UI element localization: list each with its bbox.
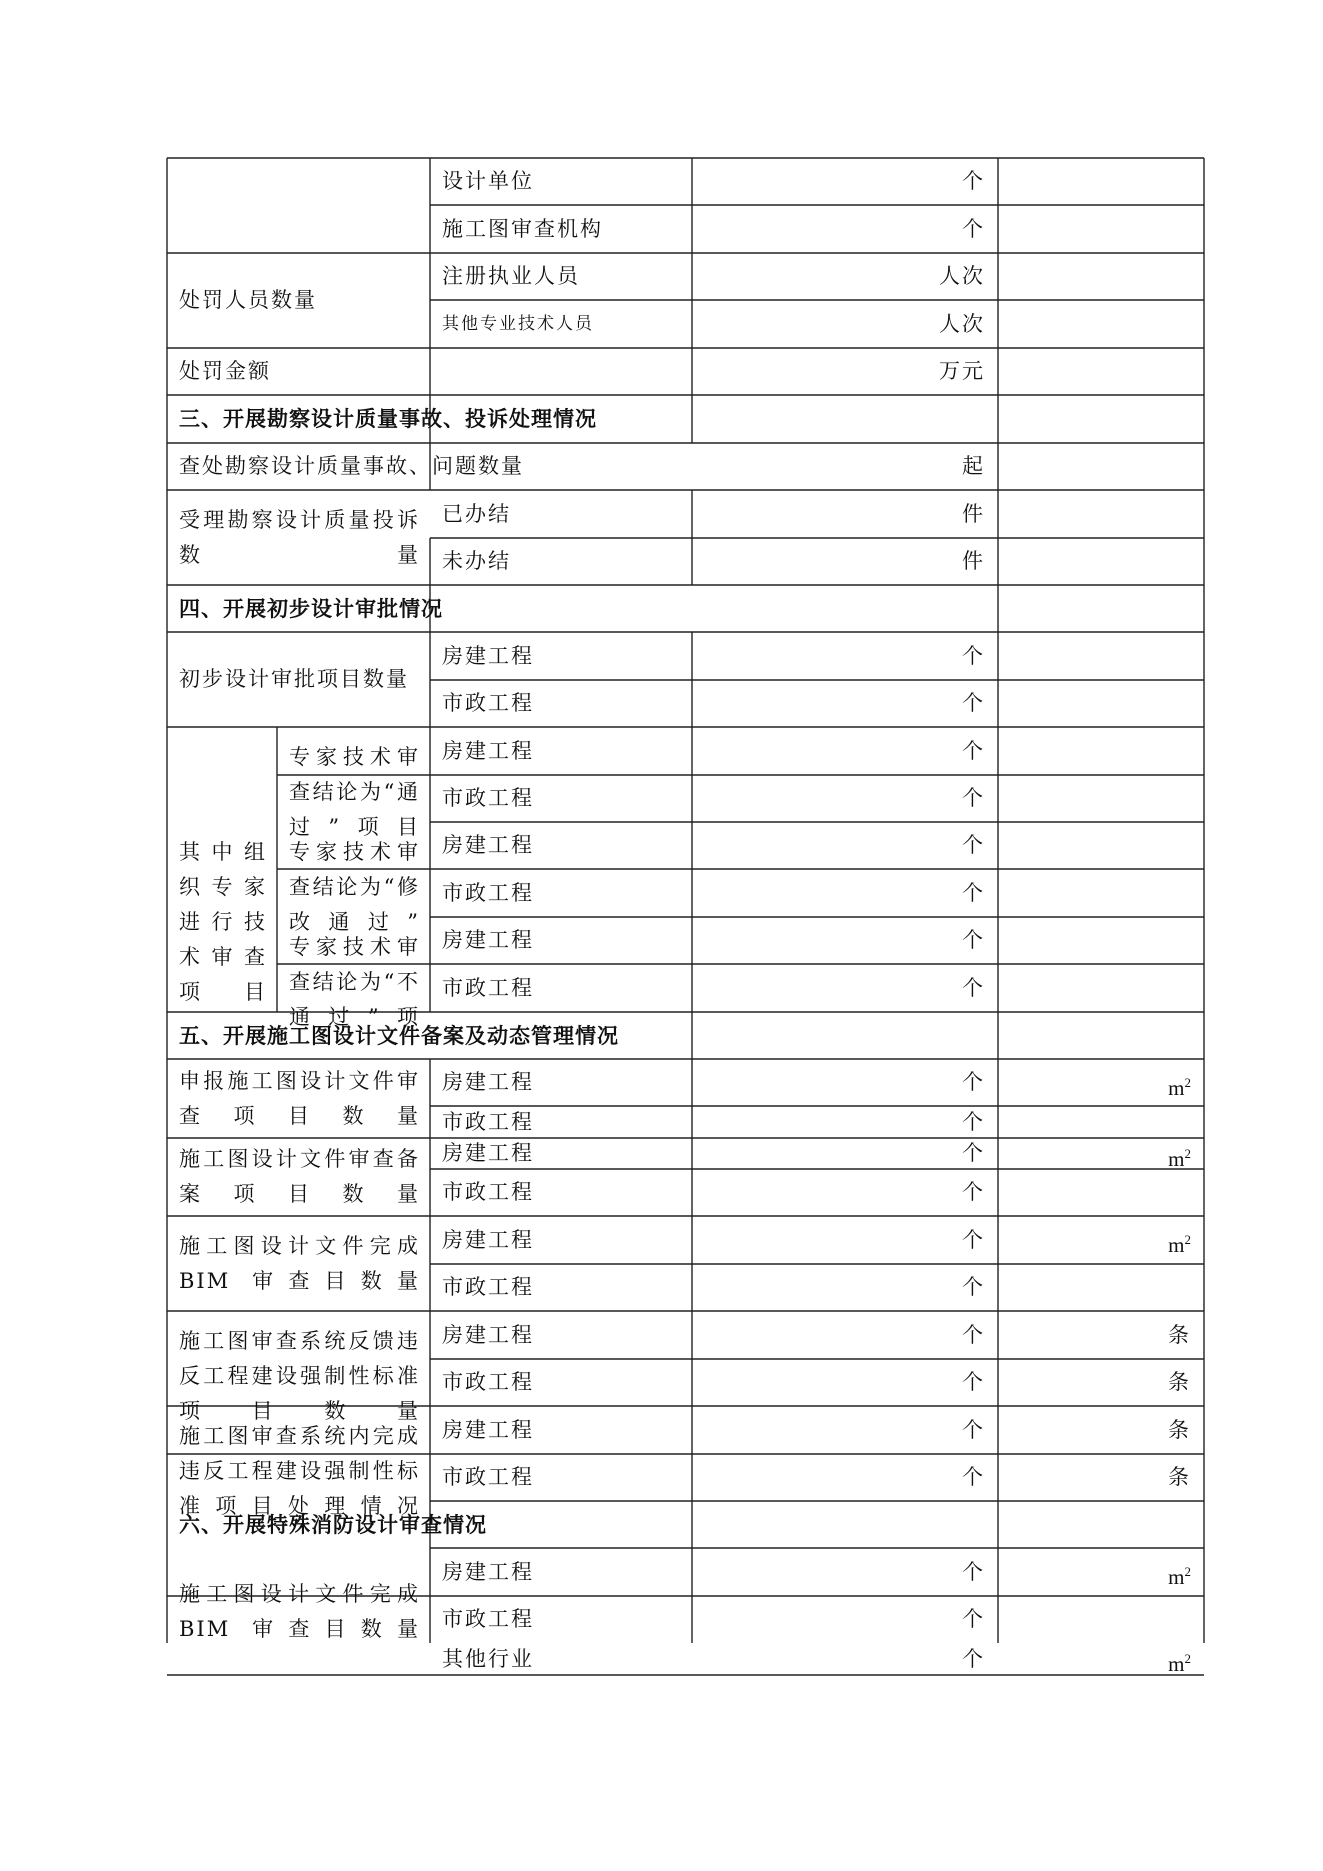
label-municipal: 市政工程: [442, 1110, 534, 1134]
unit-label: 人次: [939, 312, 985, 336]
unit-label: 个: [962, 1141, 985, 1165]
label-fine-amount: 处罚金额: [179, 359, 271, 383]
unit-label: 个: [962, 691, 985, 715]
label-housing: 房建工程: [442, 928, 534, 952]
label-complaints: 受理勘察设计质量投诉数量: [179, 507, 420, 567]
label-fire-bim-review: 施工图设计文件完成BIM 审查目数量: [179, 1581, 420, 1641]
label-municipal: 市政工程: [442, 1370, 534, 1394]
report-table: [167, 158, 1204, 1675]
unit-exponent: 2: [1184, 1651, 1191, 1666]
unit-label: 个: [962, 644, 985, 668]
label-declared-review: 申报施工图设计文件审查项目数量: [179, 1068, 420, 1128]
unit-label: 个: [962, 1370, 985, 1394]
unit-exponent: 2: [1184, 1232, 1191, 1247]
unit-label: 个: [962, 1070, 985, 1094]
label-housing: 房建工程: [442, 1323, 534, 1347]
label-filed-review: 施工图设计文件审查备案项目数量: [179, 1147, 420, 1206]
unit-label: 件: [962, 502, 985, 526]
unit-label: 个: [962, 928, 985, 952]
label-bim-review: 施工图设计文件完成BIM 审查目数量: [179, 1233, 420, 1293]
unit-square-meter: [998, 1138, 1204, 1169]
unit-exponent: 2: [1184, 1075, 1191, 1090]
section-3: 三、开展勘察设计质量事故、投诉处理情况: [179, 406, 597, 431]
label-verdict-revise: 专家技术审查结论为“修改通过”: [289, 839, 420, 934]
unit-label: 条: [1168, 1418, 1191, 1442]
unit-label: 个: [962, 1323, 985, 1347]
label-municipal: 市政工程: [442, 1275, 534, 1299]
label-municipal: 市政工程: [442, 976, 534, 1000]
label-housing: 房建工程: [442, 833, 534, 857]
label-prelim-count: 初步设计审批项目数量: [179, 667, 409, 691]
unit-label: 条: [1168, 1323, 1191, 1347]
unit-square-meter: [998, 1643, 1204, 1675]
unit-label: 个: [962, 786, 985, 810]
unit-exponent: 2: [1184, 1146, 1191, 1161]
label-housing: 房建工程: [442, 739, 534, 763]
section-6: 六、开展特殊消防设计审查情况: [179, 1512, 487, 1537]
unit-label: 个: [962, 833, 985, 857]
unit-label: 人次: [939, 264, 985, 288]
label-review-agency: 施工图审查机构: [442, 217, 603, 241]
unit-label: 个: [962, 1607, 985, 1631]
label-municipal: 市政工程: [442, 1607, 534, 1631]
label-violation-handled: 施工图审查系统内完成违反工程建设强制性标准项目处理情况: [179, 1423, 420, 1518]
unit-label: 个: [962, 1180, 985, 1204]
label-housing: 房建工程: [442, 1560, 534, 1584]
label-housing: 房建工程: [442, 644, 534, 668]
unit-label: 个: [962, 1275, 985, 1299]
label-concluded: 已办结: [442, 502, 511, 526]
unit-m: m: [1168, 1565, 1185, 1589]
unit-label: 条: [1168, 1370, 1191, 1394]
unit-label: 个: [962, 1228, 985, 1252]
unit-label: 条: [1168, 1465, 1191, 1489]
unit-label: 个: [962, 1418, 985, 1442]
unit-label: 个: [962, 1110, 985, 1134]
unit-label: 个: [962, 881, 985, 905]
unit-square-meter: [998, 1059, 1204, 1106]
unit-m: m: [1168, 1076, 1185, 1100]
label-expert-review: 其中组织专家进行技术审查项目: [179, 839, 267, 1004]
unit-label: 起: [962, 454, 985, 478]
label-housing: 房建工程: [442, 1141, 534, 1165]
unit-square-meter: [998, 1216, 1204, 1264]
unit-m: m: [1168, 1147, 1185, 1171]
label-municipal: 市政工程: [442, 881, 534, 905]
label-registered-staff: 注册执业人员: [442, 264, 580, 288]
unit-label: 个: [962, 217, 985, 241]
unit-label: 个: [962, 1560, 985, 1584]
section-4: 四、开展初步设计审批情况: [179, 596, 443, 621]
unit-label: 个: [962, 169, 985, 193]
label-housing: 房建工程: [442, 1228, 534, 1252]
label-accidents: 查处勘察设计质量事故、问题数量: [179, 454, 524, 478]
unit-label: 件: [962, 549, 985, 573]
label-design-unit: 设计单位: [442, 169, 534, 193]
label-other-industry: 其他行业: [442, 1647, 534, 1671]
label-violation-feedback: 施工图审查系统反馈违反工程建设强制性标准项目数量: [179, 1328, 420, 1423]
label-housing: 房建工程: [442, 1070, 534, 1094]
unit-label: 个: [962, 739, 985, 763]
label-other-staff: 其他专业技术人员: [442, 314, 594, 334]
label-municipal: 市政工程: [442, 1465, 534, 1489]
unit-m: m: [1168, 1652, 1185, 1676]
label-municipal: 市政工程: [442, 1180, 534, 1204]
label-punished-persons: 处罚人员数量: [179, 288, 317, 312]
unit-label: 万元: [939, 359, 985, 383]
unit-label: 个: [962, 1647, 985, 1671]
section-5: 五、开展施工图设计文件备案及动态管理情况: [179, 1023, 619, 1048]
label-housing: 房建工程: [442, 1418, 534, 1442]
unit-exponent: 2: [1184, 1564, 1191, 1579]
unit-square-meter: [998, 1548, 1204, 1596]
label-verdict-pass: 专家技术审查结论为“通过”项目: [289, 744, 420, 839]
label-pending: 未办结: [442, 549, 511, 573]
unit-label: 个: [962, 1465, 985, 1489]
label-municipal: 市政工程: [442, 691, 534, 715]
label-municipal: 市政工程: [442, 786, 534, 810]
unit-m: m: [1168, 1233, 1185, 1257]
label-verdict-fail: 专家技术审查结论为“不通过”项: [289, 934, 420, 1029]
unit-label: 个: [962, 976, 985, 1000]
